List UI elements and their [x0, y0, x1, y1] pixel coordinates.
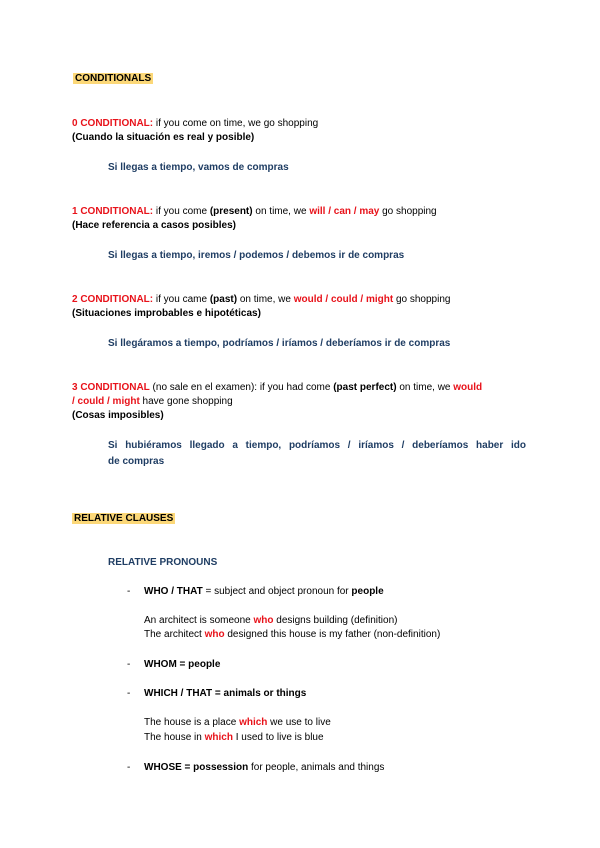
who-example-1-keyword: who — [253, 615, 274, 626]
which-that-item: WHICH / THAT = animals or things — [144, 688, 307, 699]
first-conditional-text-b: on time, we — [252, 206, 310, 217]
conditionals-heading-text: CONDITIONALS — [75, 73, 152, 84]
who-example-1 — [144, 614, 397, 627]
whose-desc: for people, animals and things — [248, 762, 385, 773]
third-conditional-translation-1: Si hubiéramos llegado a tiempo, podríamos / iríamos / deberíamos haber ido — [108, 440, 526, 451]
third-conditional-note: (Cosas imposibles) — [72, 410, 164, 421]
whose-term: WHOSE = possession — [144, 762, 249, 773]
which-example-2-a: The house in — [144, 732, 205, 743]
first-conditional-tense: (present) — [209, 206, 253, 217]
who-example-2-a: The architect — [144, 629, 205, 640]
first-conditional-text-a: if you come — [153, 206, 210, 217]
third-conditional-translation-2: de compras — [108, 456, 165, 467]
which-example-1-keyword: which — [239, 717, 268, 728]
relative-clauses-heading-text: RELATIVE CLAUSES — [74, 513, 174, 524]
first-conditional-translation: Si llegas a tiempo, iremos / podemos / debemos ir de compras — [108, 250, 405, 261]
who-example-2 — [144, 628, 440, 641]
whom-item: WHOM = people — [144, 659, 221, 670]
third-conditional-modal-would: would — [453, 382, 483, 393]
which-example-2 — [144, 731, 324, 744]
who-example-2-keyword: who — [204, 629, 225, 640]
third-conditional-text-a: (no sale en el examen): if you had come — [149, 382, 334, 393]
second-conditional-translation: Si llegáramos a tiempo, podríamos / iríamos / deberíamos ir de compras — [108, 338, 451, 349]
which-example-2-keyword: which — [204, 732, 233, 743]
zero-conditional-label: 0 CONDITIONAL: — [72, 118, 154, 129]
zero-conditional-note: (Cuando la situación es real y posible) — [72, 132, 255, 143]
bullet-dash: - — [127, 688, 131, 699]
who-example-1-b: designs building (definition) — [273, 615, 398, 626]
who-that-item — [144, 585, 384, 598]
first-conditional-text-c: go shopping — [379, 206, 437, 217]
which-example-1 — [144, 716, 331, 729]
who-example-1-a: An architect is someone — [144, 615, 254, 626]
second-conditional-text-c: go shopping — [393, 294, 451, 305]
third-conditional-text-b: on time, we — [396, 382, 454, 393]
first-conditional-note: (Hace referencia a casos posibles) — [72, 220, 236, 231]
zero-conditional-text: if you come on time, we go shopping — [153, 118, 319, 129]
zero-conditional-example — [72, 117, 318, 130]
third-conditional-modals: / could / might — [72, 396, 140, 407]
second-conditional-text-b: on time, we — [237, 294, 294, 305]
which-example-1-a: The house is a place — [144, 717, 240, 728]
bullet-dash: - — [127, 586, 131, 597]
first-conditional-modals: will / can / may — [309, 206, 380, 217]
who-that-desc: = subject and object pronoun for — [202, 586, 352, 597]
who-that-term: WHO / THAT — [144, 586, 203, 597]
zero-conditional-translation: Si llegas a tiempo, vamos de compras — [108, 162, 289, 173]
conditionals-heading — [73, 72, 153, 85]
which-example-1-b: we use to live — [267, 717, 331, 728]
third-conditional-example-cont — [72, 395, 233, 408]
which-example-2-b: I used to live is blue — [232, 732, 324, 743]
first-conditional-label: 1 CONDITIONAL: — [72, 206, 154, 217]
bullet-dash: - — [127, 762, 131, 773]
who-example-2-b: designed this house is my father (non-definition) — [224, 629, 441, 640]
whose-item — [144, 761, 384, 774]
second-conditional-label: 2 CONDITIONAL: — [72, 294, 154, 305]
third-conditional-label: 3 CONDITIONAL — [72, 382, 150, 393]
first-conditional-example — [72, 205, 437, 218]
relative-clauses-heading — [72, 512, 175, 525]
second-conditional-tense: (past) — [209, 294, 238, 305]
second-conditional-text-a: if you came — [153, 294, 210, 305]
second-conditional-example — [72, 293, 450, 306]
third-conditional-example — [72, 381, 482, 394]
second-conditional-note: (Situaciones improbables e hipotéticas) — [72, 308, 261, 319]
bullet-dash: - — [127, 659, 131, 670]
third-conditional-tense: (past perfect) — [333, 382, 397, 393]
relative-pronouns-subheading: RELATIVE PRONOUNS — [108, 557, 218, 568]
who-that-target: people — [351, 586, 384, 597]
second-conditional-modals: would / could / might — [293, 294, 394, 305]
third-conditional-text-c: have gone shopping — [139, 396, 233, 407]
